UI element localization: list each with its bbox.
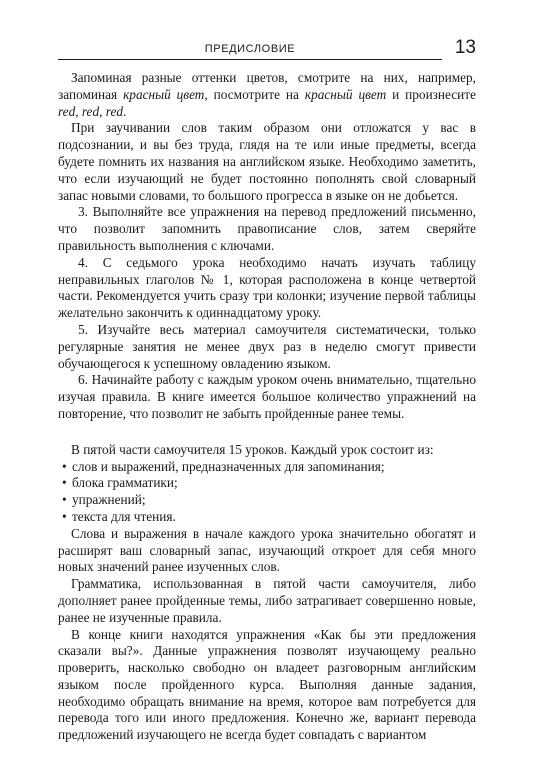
list-item-text: упражнений; <box>72 492 146 508</box>
paragraph-lesson-structure: В пятой части самоучителя 15 уроков. Каждый урок состоит из: <box>71 441 434 457</box>
bullet-icon: • <box>62 508 67 524</box>
paragraph-rule-6: 6. Начинайте работу с каждым уроком очень внимательно, тщательно изучая правила. В книге имеется большое количество упражнений на повторение, что позволит не забыть пройденные ранее темы. <box>58 372 476 421</box>
running-header-title: ПРЕДИСЛОВИЕ <box>204 43 296 55</box>
italic-phrase: red, red, red <box>58 103 123 119</box>
paragraph-vocabulary: Слова и выражения в начале каждого урока значительно обогатят и расширят ваш словарный запас, изучающий откроет для себя много новых значений ранее изученных слов. <box>58 525 476 575</box>
list-item <box>58 509 476 526</box>
text-fragment: Запоминая разные оттенки цветов, смотрите на них, например, запоминая <box>58 70 476 102</box>
paragraph-rule-4: 4. С седьмого урока необходимо начать изучать таблицу неправильных глаголов № 1, которая расположена в конце четвертой части. Рекомендуется учить сразу три колонки; изучение первой таблицы желательно закончить к одиннадцатому уроку. <box>58 254 476 321</box>
page-header <box>58 36 476 62</box>
text-fragment: . <box>123 103 127 119</box>
paragraph-exercises: В конце книги находятся упражнения «Как бы эти предложения сказали вы?». Данные упражнения позволят изучающему реально проверить, насколько свободно он владеет разговорным английским языком после пройденного курса. Выполняя данные задания, необходимо обращать внимание на время, которое вам потребуется для перевода того или иного предложения. Конечно же, вариант перевода предложений изучающего не всегда будет совпадать с вариантом <box>58 626 476 743</box>
bullet-icon: • <box>62 475 67 491</box>
page-body <box>58 70 476 744</box>
paragraph-grammar: Грамматика, использованная в пятой части самоучителя, либо дополняет ранее пройденные темы, либо затрагивает совершенно новые, ранее не изученные правила. <box>58 576 476 625</box>
paragraph-memorization: При заучивании слов таким образом они отложатся у вас в подсознании, и вы без труда, глядя на те или иные предметы, всегда будете помнить их названия на английском языке. Необходимо заметить, что если изучающий не будет постоянно пополнять свой словарный запас новыми словами, то большого прогресса в языке он не добьется. <box>58 120 476 203</box>
text-fragment: , посмотрите на <box>204 86 305 102</box>
italic-phrase: красный цвет <box>304 86 387 102</box>
page-number: 13 <box>454 37 476 58</box>
text-fragment: и произнесите <box>386 86 477 102</box>
list-item <box>58 459 476 476</box>
bullet-icon: • <box>62 458 67 474</box>
paragraph-colors <box>58 70 476 120</box>
section-spacer <box>58 423 476 442</box>
list-item-text: слов и выражений, предназначенных для запоминания; <box>72 458 385 474</box>
list-item <box>58 475 476 492</box>
paragraph-rule-5: 5. Изучайте весь материал самоучителя систематически, только регулярные занятия не менее двух раз в неделю смогут привести обучающегося к успешному овладению языком. <box>58 321 476 371</box>
header-rule <box>58 59 442 60</box>
bullet-icon: • <box>62 492 67 508</box>
italic-phrase: красный цвет <box>123 86 205 102</box>
paragraph-rule-3: 3. Выполняйте все упражнения на перевод предложений письменно, что позволит запомнить правописание слов, затем сверяйте правильность выполнения с ключами. <box>58 204 476 253</box>
list-item-text: блока грамматики; <box>72 475 178 491</box>
list-item <box>58 492 476 509</box>
list-item-text: текста для чтения. <box>72 508 176 524</box>
